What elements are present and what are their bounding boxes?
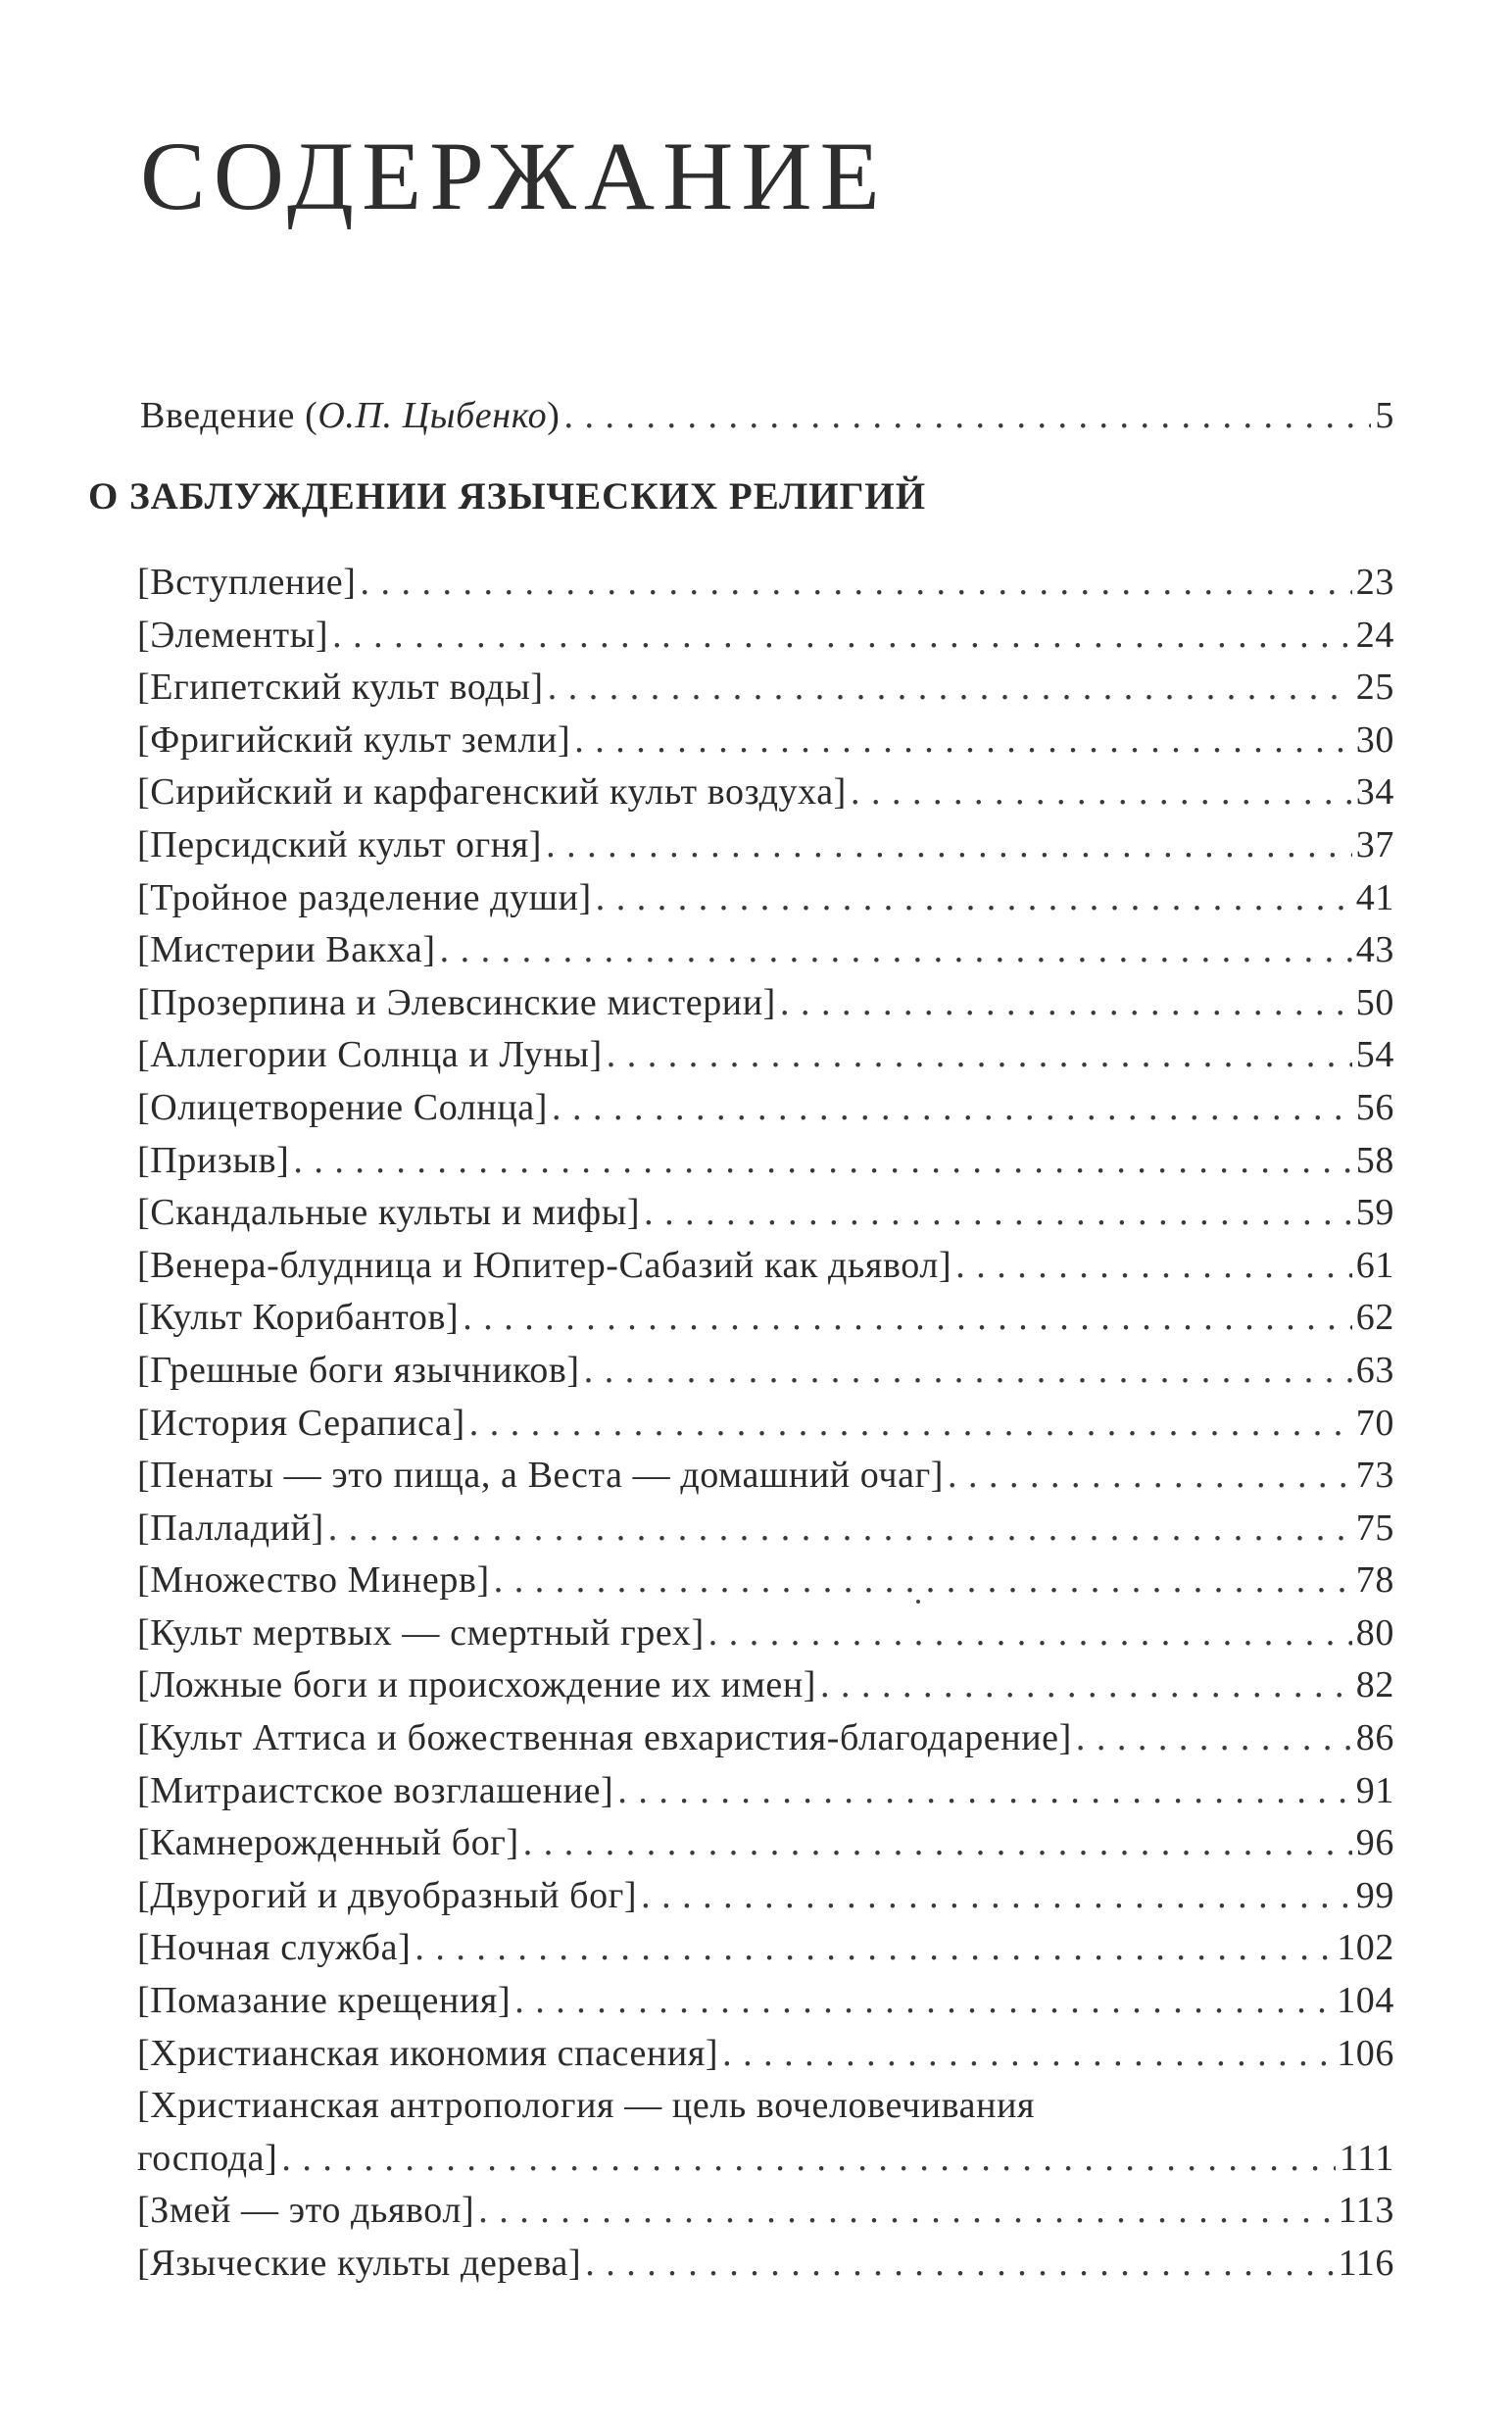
toc-entry[interactable] [137, 2185, 1394, 2238]
toc-page-number: 59 [1355, 1192, 1394, 1234]
toc-page-number: 63 [1355, 1349, 1394, 1391]
toc-entry-title: [Призыв] [137, 1139, 290, 1181]
toc-entry[interactable] [137, 1975, 1394, 2028]
toc-entry[interactable] [137, 1503, 1394, 1556]
toc-entry[interactable] [137, 924, 1394, 977]
toc-page-number: 61 [1355, 1244, 1394, 1286]
toc-entry[interactable] [137, 1659, 1394, 1712]
toc-entry-title: [Камнерожденный бог] [137, 1822, 519, 1864]
dot-leader [494, 1555, 1352, 1607]
intro-entry [140, 390, 1394, 443]
toc-entry-title: [Фригийский культ земли] [137, 718, 571, 761]
toc-page-number: 23 [1355, 562, 1394, 603]
toc-entry[interactable] [137, 1345, 1394, 1398]
toc-entry-title-line2: господа] [137, 2137, 278, 2179]
dot-leader [617, 1765, 1351, 1818]
dot-leader [281, 2133, 1336, 2186]
toc-entry-second-line [137, 2133, 1394, 2186]
page-title: СОДЕРЖАНИЕ [140, 122, 888, 230]
dot-leader [851, 766, 1352, 819]
toc-entry-title: [Тройное разделение души] [137, 876, 592, 918]
toc-entry-title: [Множество Минерв] [137, 1559, 490, 1602]
dot-leader [641, 1870, 1352, 1923]
dot-leader [523, 1817, 1352, 1870]
toc-entry-title: [Вступление] [137, 562, 357, 603]
dot-leader [722, 2028, 1333, 2081]
dot-leader [415, 1922, 1333, 1975]
toc-entry-title-line1: [Христианская антропология — цель вочеловечивания [137, 2085, 1036, 2127]
toc-page-number: 104 [1337, 1980, 1394, 2022]
toc-entry[interactable] [137, 557, 1394, 610]
toc-entry-title: [Прозерпина и Элевсинские мистерии] [137, 981, 776, 1023]
toc-page-number: 58 [1355, 1139, 1394, 1181]
toc-entry-title: [Палладий] [137, 1507, 324, 1549]
toc-entry-title: [Двурогий и двуобразный бог] [137, 1874, 638, 1916]
toc-entry[interactable] [137, 1187, 1394, 1240]
dot-leader [293, 1135, 1351, 1188]
toc-page-number: 116 [1338, 2243, 1394, 2284]
toc-page-number: 73 [1355, 1455, 1394, 1497]
toc-entry[interactable] [137, 1765, 1394, 1818]
toc-entry-title: [Элементы] [137, 614, 329, 656]
toc-entry[interactable] [137, 1817, 1394, 1870]
toc-entry-title: [Культ мертвых — смертный грех] [137, 1611, 705, 1654]
toc-entry-title: [Змей — это дьявол] [137, 2190, 475, 2232]
toc-entry[interactable] [137, 766, 1394, 819]
toc-page-number: 70 [1355, 1402, 1394, 1444]
toc-page-number: 62 [1355, 1297, 1394, 1339]
intro-author: О.П. Цыбенко [317, 395, 548, 436]
toc-page-number: 34 [1355, 771, 1394, 814]
toc-entry[interactable] [137, 1607, 1394, 1660]
section-heading: О ЗАБЛУЖДЕНИИ ЯЗЫЧЕСКИХ РЕЛИГИЙ [88, 475, 927, 518]
toc-entry-title [140, 390, 561, 443]
toc-entry-title: [Грешные боги язычников] [137, 1349, 580, 1391]
toc-entry[interactable] [137, 1240, 1394, 1293]
intro-label: Введение ( [140, 395, 318, 436]
intro-label-end: ) [547, 395, 561, 436]
toc-page-number: 102 [1337, 1927, 1394, 1969]
dot-leader [361, 557, 1352, 610]
dot-leader [548, 662, 1352, 715]
toc-page-number: 82 [1355, 1664, 1394, 1706]
toc-page-number: 54 [1355, 1034, 1394, 1076]
dot-leader [514, 1975, 1333, 2028]
toc-entry[interactable] [137, 1450, 1394, 1503]
toc-page-number: 80 [1355, 1611, 1394, 1654]
dot-leader [584, 1345, 1352, 1398]
toc-entry-title: [Ложные боги и происхождение их имен] [137, 1664, 817, 1706]
toc-page-number: 91 [1355, 1769, 1394, 1811]
toc-entry-title: [Венера-блудница и Юпитер-Сабазий как дьявол] [137, 1244, 952, 1286]
toc-entry[interactable] [137, 662, 1394, 715]
dot-leader [332, 610, 1352, 663]
dot-leader [585, 2238, 1334, 2291]
toc-entry-title: [Олицетворение Солнца] [137, 1086, 548, 1128]
dot-leader [955, 1240, 1352, 1293]
toc-list [137, 557, 1394, 2291]
toc-page-number: 50 [1355, 981, 1394, 1023]
toc-entry[interactable] [137, 1135, 1394, 1188]
toc-page-number: 37 [1355, 823, 1394, 865]
toc-entry-title: [Языческие культы дерева] [137, 2243, 582, 2284]
toc-entry-title: [Египетский культ воды] [137, 667, 544, 709]
toc-entry[interactable] [137, 610, 1394, 663]
toc-page-number: 78 [1355, 1559, 1394, 1602]
toc-entry[interactable] [137, 1712, 1394, 1765]
toc-entry-title: [Помазание крещения] [137, 1980, 512, 2022]
toc-page-number: 25 [1355, 667, 1394, 709]
toc-entry[interactable] [137, 872, 1394, 925]
toc-entry[interactable] [137, 1292, 1394, 1345]
dot-leader [564, 390, 1372, 443]
toc-page-number: 24 [1355, 614, 1394, 656]
toc-entry-title: [Аллегории Солнца и Луны] [137, 1034, 603, 1076]
toc-page-number: 30 [1355, 718, 1394, 761]
toc-entry-title: [Персидский культ огня] [137, 823, 543, 865]
toc-entry-title: [Культ Корибантов] [137, 1297, 460, 1339]
toc-entry-title: [Ночная служба] [137, 1927, 412, 1969]
toc-entry[interactable] [137, 1555, 1394, 1607]
toc-entry[interactable] [137, 1922, 1394, 1975]
dot-leader [440, 924, 1352, 977]
toc-entry-title: [История Сераписа] [137, 1402, 465, 1444]
dot-leader [328, 1503, 1352, 1556]
dot-leader [820, 1659, 1352, 1712]
print-speck [916, 1600, 920, 1604]
toc-entry-introduction[interactable] [140, 390, 1394, 443]
toc-page-number: 43 [1355, 929, 1394, 971]
dot-leader [644, 1187, 1352, 1240]
toc-entry-title: [Пенаты — это пища, а Веста — домашний очаг] [137, 1455, 945, 1497]
dot-leader [607, 1029, 1352, 1082]
toc-page-number: 99 [1355, 1874, 1394, 1916]
toc-entry[interactable] [137, 1029, 1394, 1082]
toc-entry-title: [Скандальные культы и мифы] [137, 1192, 641, 1234]
toc-page-number: 75 [1355, 1507, 1394, 1549]
toc-page-number: 86 [1355, 1717, 1394, 1759]
toc-entry-title: [Сирийский и карфагенский культ воздуха] [137, 771, 847, 814]
dot-leader [469, 1398, 1352, 1451]
dot-leader [552, 1082, 1352, 1135]
toc-entry[interactable] [137, 2080, 1394, 2185]
dot-leader [780, 977, 1352, 1030]
toc-entry[interactable] [137, 1398, 1394, 1451]
toc-page-number: 96 [1355, 1822, 1394, 1864]
toc-entry[interactable] [137, 819, 1394, 872]
dot-leader [478, 2185, 1334, 2238]
toc-entry-title: [Мистерии Вакха] [137, 929, 436, 971]
toc-page-number: 5 [1375, 395, 1394, 436]
toc-entry[interactable] [137, 715, 1394, 767]
toc-entry[interactable] [137, 977, 1394, 1030]
dot-leader [546, 819, 1352, 872]
toc-entry-title: [Культ Аттиса и божественная евхаристия-благодарение] [137, 1717, 1072, 1759]
toc-entry[interactable] [137, 2028, 1394, 2081]
toc-page-number: 113 [1338, 2190, 1394, 2232]
toc-entry-title: [Христианская икономия спасения] [137, 2032, 719, 2074]
dot-leader [708, 1607, 1352, 1660]
toc-page-number: 111 [1340, 2137, 1394, 2179]
dot-leader [463, 1292, 1352, 1345]
toc-page-number: 41 [1355, 876, 1394, 918]
toc-entry[interactable] [137, 1870, 1394, 1923]
dot-leader [948, 1450, 1352, 1503]
toc-page-number: 106 [1337, 2032, 1394, 2074]
dot-leader [596, 872, 1352, 925]
toc-page-number: 56 [1355, 1086, 1394, 1128]
dot-leader [1076, 1712, 1352, 1765]
dot-leader [574, 715, 1352, 767]
toc-entry-title: [Митраистское возглашение] [137, 1769, 614, 1811]
toc-entry[interactable] [137, 2238, 1394, 2291]
toc-entry[interactable] [137, 1082, 1394, 1135]
